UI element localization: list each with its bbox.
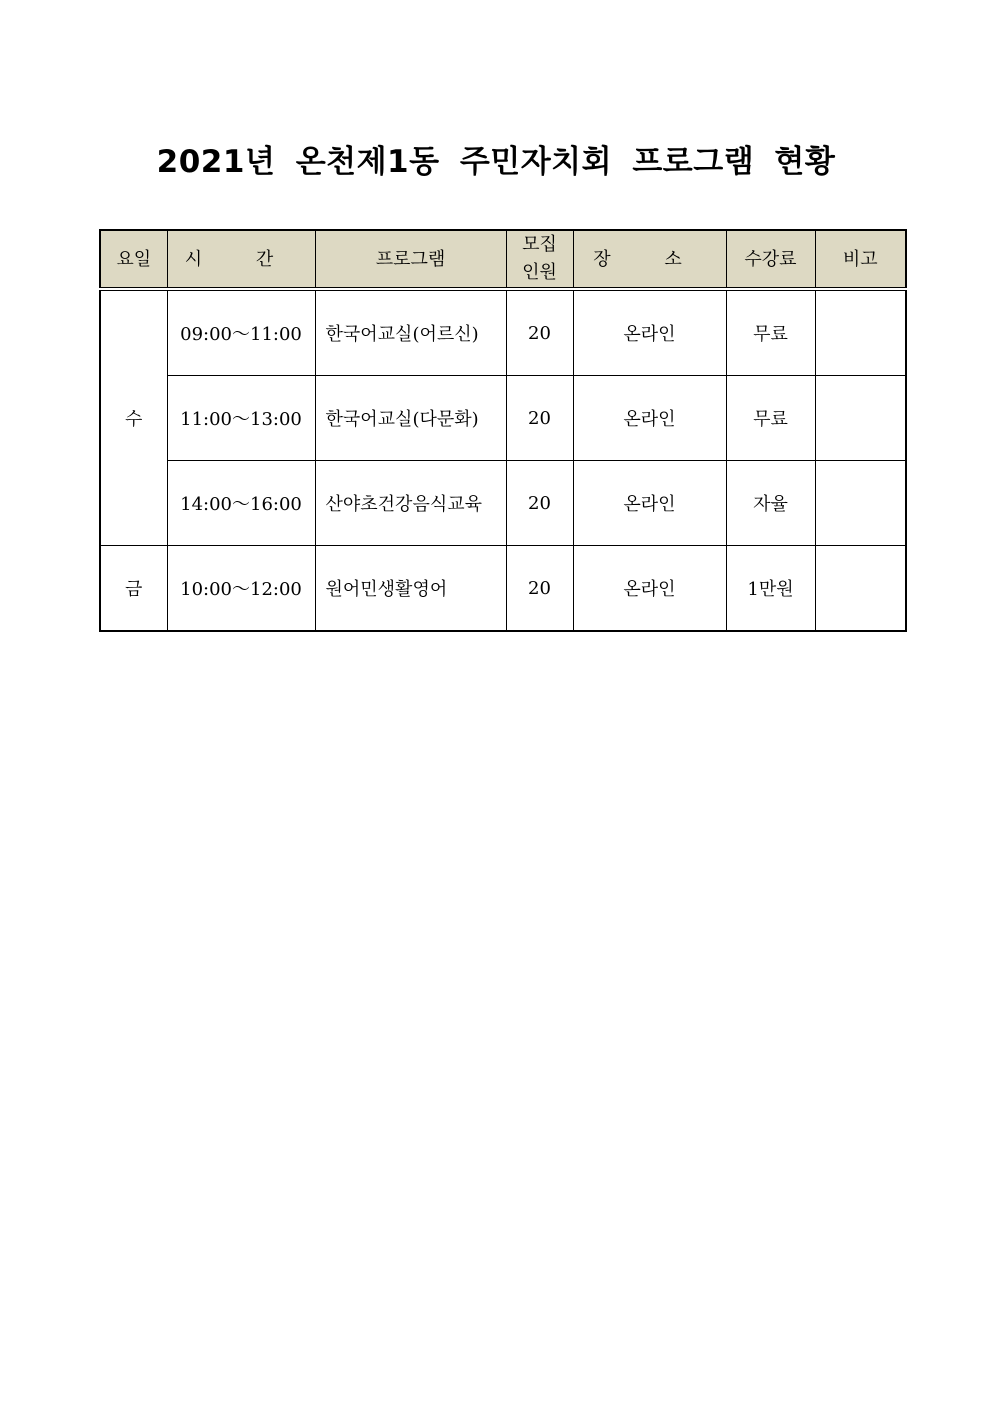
table-row: [100, 289, 906, 376]
capacity-cell: 20: [506, 289, 573, 376]
header-capacity-line1: 모집: [522, 234, 557, 255]
note-cell: [815, 546, 906, 632]
note-cell: [815, 461, 906, 546]
header-time: 시 간: [167, 230, 315, 289]
header-capacity-line2: 인원: [522, 262, 557, 283]
time-cell: 14:00～16:00: [167, 461, 315, 546]
header-program: 프로그램: [315, 230, 506, 289]
time-cell: 10:00～12:00: [167, 546, 315, 632]
note-cell: [815, 289, 906, 376]
note-cell: [815, 376, 906, 461]
page-title: 2021년 온천제1동 주민자치회 프로그램 현황: [156, 144, 836, 180]
fee-cell: 무료: [726, 289, 815, 376]
place-cell: 온라인: [573, 461, 726, 546]
table-row: [100, 376, 906, 461]
day-cell: 수: [100, 289, 167, 546]
time-cell: 09:00～11:00: [167, 289, 315, 376]
place-cell: 온라인: [573, 289, 726, 376]
header-note: 비고: [815, 230, 906, 289]
program-cell: 원어민생활영어: [315, 546, 506, 632]
header-day: 요일: [100, 230, 167, 289]
day-cell: 금: [100, 546, 167, 632]
table-header-row: [100, 230, 906, 289]
program-cell: 한국어교실(어르신): [315, 289, 506, 376]
fee-cell: 자율: [726, 461, 815, 546]
time-cell: 11:00～13:00: [167, 376, 315, 461]
place-cell: 온라인: [573, 546, 726, 632]
program-cell: 산야초건강음식교육: [315, 461, 506, 546]
program-cell: 한국어교실(다문화): [315, 376, 506, 461]
table-row: [100, 546, 906, 632]
capacity-cell: 20: [506, 376, 573, 461]
fee-cell: 1만원: [726, 546, 815, 632]
program-table: [99, 229, 907, 632]
capacity-cell: 20: [506, 461, 573, 546]
table-row: [100, 461, 906, 546]
header-capacity: [506, 230, 573, 289]
capacity-cell: 20: [506, 546, 573, 632]
header-place: 장 소: [573, 230, 726, 289]
fee-cell: 무료: [726, 376, 815, 461]
place-cell: 온라인: [573, 376, 726, 461]
header-fee: 수강료: [726, 230, 815, 289]
